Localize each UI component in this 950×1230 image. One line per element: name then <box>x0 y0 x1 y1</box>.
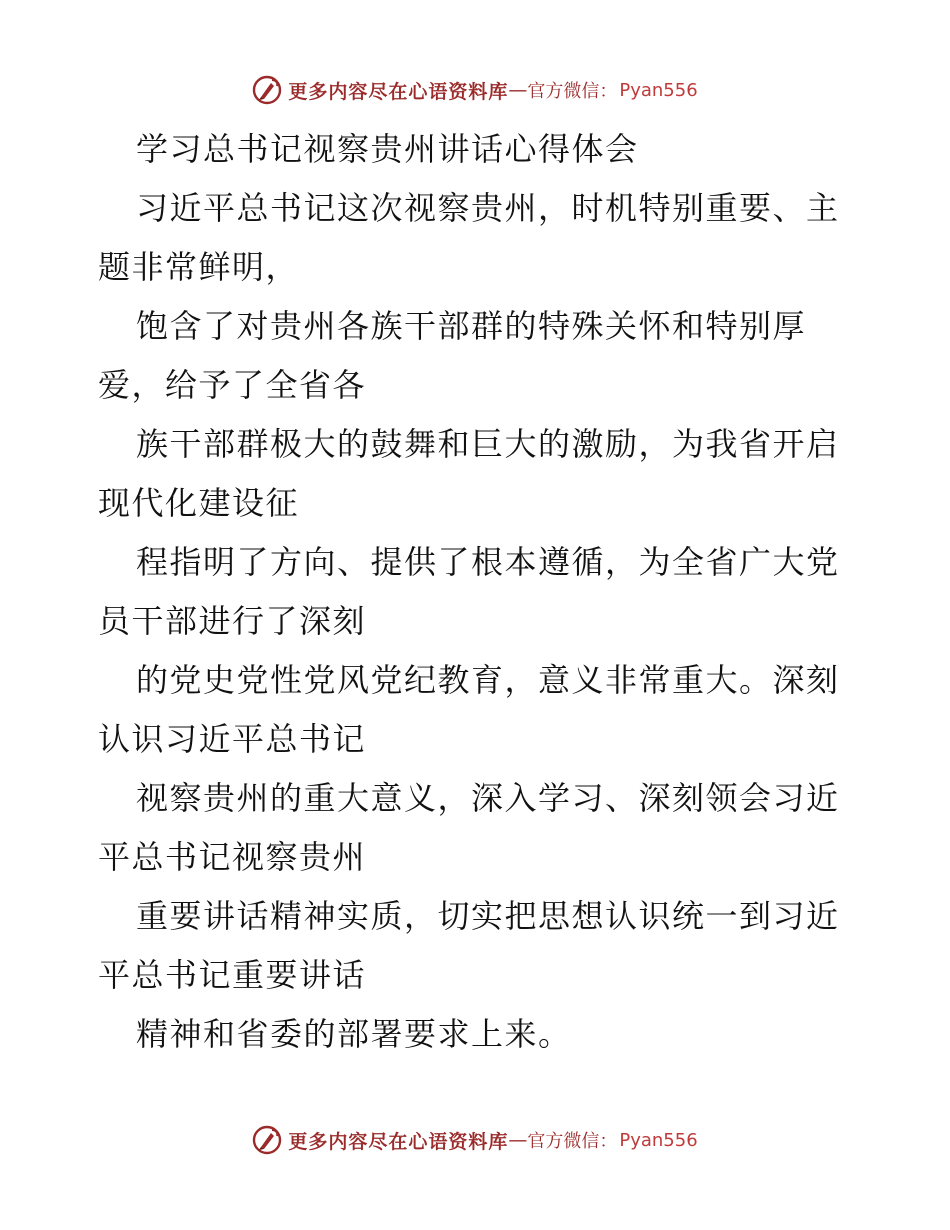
banner-title: 更多内容尽在心语资料库 <box>288 1130 509 1153</box>
banner-title: 更多内容尽在心语资料库 <box>288 80 509 103</box>
header-banner <box>0 70 950 110</box>
footer-banner <box>0 1120 950 1160</box>
paragraph-line: 程指明了方向、提供了根本遵循，为全省广大党 <box>136 543 840 581</box>
paragraph-line: 平总书记视察贵州 <box>98 838 367 876</box>
banner-wechat-label: 官方微信： <box>527 81 618 102</box>
document-body <box>98 120 858 1064</box>
paragraph-line: 习近平总书记这次视察贵州，时机特别重要、主 <box>136 189 840 227</box>
paragraph-line: 族干部群极大的鼓舞和巨大的激励，为我省开启 <box>136 425 840 463</box>
pen-nib-logo-icon <box>252 75 282 105</box>
paragraph-line: 重要讲话精神实质，切实把思想认识统一到习近 <box>136 897 840 935</box>
banner-wechat-id: Pyan556 <box>619 79 698 101</box>
paragraph-line: 员干部进行了深刻 <box>98 602 367 640</box>
paragraph-line: 认识习近平总书记 <box>98 720 367 758</box>
paragraph-line: 平总书记重要讲话 <box>98 956 367 994</box>
paragraph-line: 现代化建设征 <box>98 484 300 522</box>
paragraph-line: 精神和省委的部署要求上来。 <box>136 1015 572 1053</box>
paragraph-line: 题非常鲜明， <box>98 248 300 286</box>
banner-wechat-id: Pyan556 <box>619 1129 698 1151</box>
pen-nib-logo-icon <box>252 1125 282 1155</box>
paragraph-line: 爱，给予了全省各 <box>98 366 367 404</box>
banner-dash: — <box>508 79 528 101</box>
banner-wechat-label: 官方微信： <box>527 1131 618 1152</box>
paragraph-line: 视察贵州的重大意义，深入学习、深刻领会习近 <box>136 779 840 817</box>
banner-dash: — <box>508 1129 528 1151</box>
document-title: 学习总书记视察贵州讲话心得体会 <box>136 130 639 168</box>
paragraph-line: 的党史党性党风党纪教育，意义非常重大。深刻 <box>136 661 840 699</box>
paragraph-line: 饱含了对贵州各族干部群的特殊关怀和特别厚 <box>136 307 807 345</box>
